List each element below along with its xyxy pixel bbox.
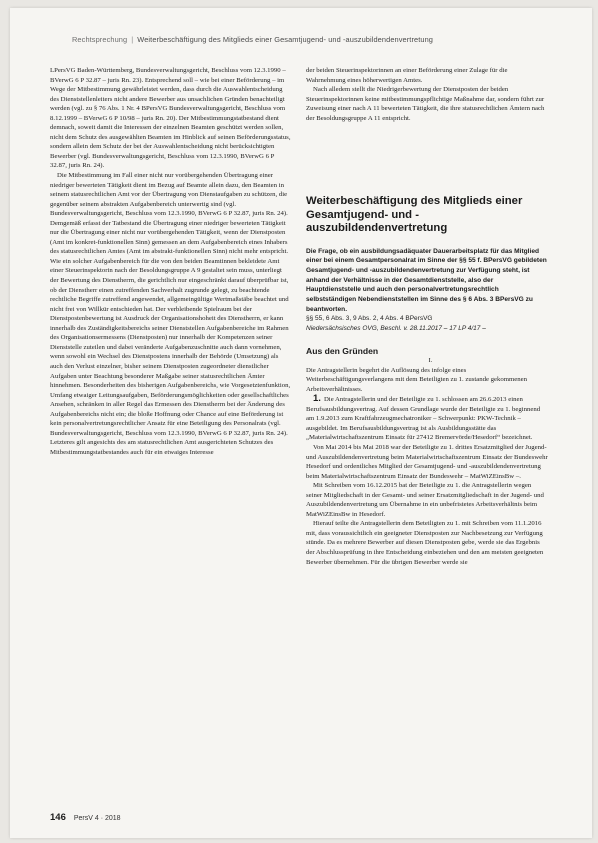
section-one-text: Die Antragstellerin und der Beteiligte zu 1. schlossen am 26.6.2013 einen Berufsausbildungsvertrag. Auf dessen Grundlage wurde der Beteiligte zu 1. beginnend am 1.9.2013 zum Kraftfahrzeugmechatroniker – Schwerpunkt: PKW-Technik – ausgebildet. Im Berufsausbildungsvertrag ist als Ausbildungsstätte das „Materialwirtschaftszentrum Einsatz für 27412 Bremervörde/Hesedorf“ bezeichnet. [306,396,541,442]
norms-line: §§ 55, 6 Abs. 3, 9 Abs. 2, 4 Abs. 4 BPersVG [306,315,433,323]
court-citation: Niedersächsisches OVG, Beschl. v. 28.11.2017 – 17 LP 4/17 – [306,324,486,332]
page-footer [50,807,121,825]
reasons-intro: Die Antragstellerin begehrt die Auflösung des infolge eines Weiterbeschäftigungsverlangens mit dem Beteiligten zu 1. zustande gekommenen Arbeitsverhältnisses. [306,366,528,393]
journal-issue: PersV 4 · 2018 [73,815,121,822]
article-title: Weiterbeschäftigung des Mitglieds einer Gesamtjugend- und -auszubildendenvertretung [306,195,523,235]
right-paragraph: Hierauf teilte die Antragstellerin dem Beteiligten zu 1. mit Schreiben vom 11.1.2016 mit, dass voraussichtlich ein geeigneter Dienstposten zur Nachbesetzung zur Verfügung stünde. Da es mehrere Bewerber auf diesen Dienstposten gebe, werde sie das Ergebnis der Abschlussprüfung in ihre Entscheidung einbeziehen und den am meisten geeigneten Bewerber übernehmen. Für die übrigen Bewerber werde sie [306,520,544,566]
right-column [306,66,548,567]
lead-paragraph: Die Frage, ob ein ausbildungsadäquater Dauerarbeitsplatz für das Mitglied einer bei einem Gesamtpersonalrat im Sinne der §§ 55 f. BPersVG gebildeten Gesamtjugend- und -auszubildendenvertretung zur Verfügung steht, ist anhand der Verhältnisse in der Gesamtdienststelle, also der Hauptdienststelle und auch den personalvertretungsrechtlich selbstständigen Nebendienststellen im Sinne des § 6 Abs. 3 BPersVG zu beantworten. [306,247,547,313]
header-category: Rechtsprechung [72,35,128,44]
left-paragraph: LPersVG Baden-Württemberg, Bundesverwaltungsgericht, Beschluss vom 12.3.1990 – BVerwG 6 P 32.87 – juris Rn. 23). Entsprechend soll – wie bei einer Beförderung – im Wege der Mitbestimmung gewährleistet werden, dass durch die Auswahlentscheidung des Dienststellenleiters nicht andere Bewerber aus unsachlichen Gründen benachteiligt werden (vgl. zu § 76 Abs. 1 Nr. 4 BPersVG Bundesverwaltungsgericht, Beschluss vom 8.12.1999 – BVerwG 6 P 10/98 – juris Rn. 20). Der Mitbestimmungstatbestand dient demnach, soweit damit die Interessen der einzelnen Beamten geschützt werden sollen, nicht dem Schutz des ausgewählten Beamten im Hinblick auf seinen Beförderungsstatus, sondern allein dem Schutz der bei der Auswahlentscheidung nicht berücksichtigten Bewerber (vgl. Bundesverwaltungsgericht, Beschluss vom 12.3.1990, BVerwG 6 P 32.87, juris Rn. 24). [50,67,291,170]
running-header [72,35,433,44]
right-intro-paragraph: der beiden Steuerinspektorinnen an einer Beförderung einer Zulage für die Wahrnehmung eines höherwertigen Amtes. [306,67,508,84]
right-paragraph: Mit Schreiben vom 16.12.2015 bat der Beteiligte zu 1. die Antragstellerin wegen seiner Mitgliedschaft in der Gesamt- und seiner Ersatzmitgliedschaft in der Jugend- und Auszubildendenvertretung um Übernahme in ein unbefristetes Arbeitsverhältnis beim MatWiZEinsBw in Hesedorf. [306,482,544,518]
reasons-heading: Aus den Gründen [306,345,379,356]
section-number: 1. [313,393,321,405]
left-paragraph: Die Mitbestimmung im Fall einer nicht nur vorübergehenden Übertragung einer niedriger bewerteten Tätigkeit dient im Bezug auf Beamte allein dazu, den Beamten in seinem statusrechtlichen Amt vor der Übertragung von Dienstaufgaben zu schützen, die gegenüber seinem abstrakten Aufgabenbereich unterwertig sind (vgl. Bundesverwaltungsgericht, Beschluss vom 12.3.1990, BVerwG 6 P 32.87, juris Rn. 24). Demgemäß erfasst der Tatbestand die Übertragung einer niedriger bewerteten Tätigkeit nur die Übertragung einer nicht nur vorübergehenden Tätigkeit, wenn der Dienstposten (Amt im konkret-funktionellen Sinn) gemessen an dem Aufgabenbereich eines Inhabers des statusrechtlichen Amtes (Amt im abstrakt-funktionellen Sinn) nicht mehr entspricht. Wie ein solcher Aufgabenbereich für die von den beiden Beamtinnen bekleidete Amt einer Steuerinspektorin nach der Besoldungsgruppe A 9 gestaltet sein muss, unterliegt der Bewertung des Dienstherrn, die gerichtlich nur eingeschränkt darauf überprüfbar ist, ob der Dienstherr einen zutreffenden Sachverhalt zugrunde gelegt, zu beachtende rechtliche Begriffe zutreffend angewendet, allgemeingültige Wertmaßstäbe beachtet und nicht frei von Willkür entschieden hat. Der verbleibende Spielraum bei der Dienstpostenbewertung ist Ausdruck der Organisationshoheit des Dienstherrn, er kann innerhalb des Zuständigkeitsbereichs seiner Dienststellen Aufgabenbereiche im Rahmen des Organisationsermessens (Dienstposten) nur innerhalb der Kompetenzen seiner Dienststelle zuteilen und dabei veränderte Aufgabenzuschnitte auch dann vornehmen, wenn sowohl ein Wechsel des Dienstpostens innerhalb der Behörde (Umsetzung) als auch den Verlust einzelner, bisher seinem Dienstposten zugeordneter dienstlicher Aufgaben unter Beachtung besonderer Maßgabe seiner statusrechtlichen Ämter hinnehmen. Besonderheiten des bisherigen Aufgabenbereichs, wie Vorgesetztenfunktion, Umfang etwaiger Leitungsaufgaben, Beförderungsmöglichkeiten oder gesellschaftliches Ansehen, schränken in aller Regel das Ermessen des Dienstherrn bei der Änderung des Aufgabenbereichs nicht ein; die bloße Hoffnung oder Chance auf eine Beförderung ist kein personalvertretungsrechtlicher Ansatz für eine Beteiligung des Personalrats (vgl. Bundesverwaltungsgericht, Beschluss vom 12.3.1990, BVerwG 6 P 32.87, juris Rn. 24). Letzteres gilt angesichts des am statusrechtlichen Amt ausgerichteten Schutzes des Mitbestimmungstatbestandes auch für ein etwaiges Interesse [50,172,291,456]
right-intro-paragraph: Nach alledem stellt die Niedrigerbewertung der Dienstposten der beiden Steuerinspektorinnen keine mitbestimmungspflichtige Maßnahme dar, sondern führt zur Zuweisung einer nach A 11 bewerteten Tätigkeit, die ihre statusrechtlichen Ämtern nach der Besoldungsgruppe A 11 entspricht. [306,86,545,122]
left-column [50,66,292,457]
page-number: 146 [50,812,66,823]
roman-numeral: I. [428,357,433,365]
header-separator: | [131,35,134,44]
section-one-paragraph [306,394,548,443]
right-paragraph: Von Mai 2014 bis Mai 2018 war der Beteiligte zu 1. drittes Ersatzmitglied der Jugend- und Auszubildendenvertretung beim Materialwirtschaftszentrum Einsatz der Bundeswehr Hesedorf und ordentliches Mitglied der Gesamtjugend- und -auszubildendenvertretung beim Materialwirtschaftszentrum Einsatz der Bundeswehr – MatWiZEinsBw –. [306,443,548,480]
header-title: Weiterbeschäftigung des Mitglieds einer Gesamtjugend- und -auszubildendenvertretung [137,35,434,44]
